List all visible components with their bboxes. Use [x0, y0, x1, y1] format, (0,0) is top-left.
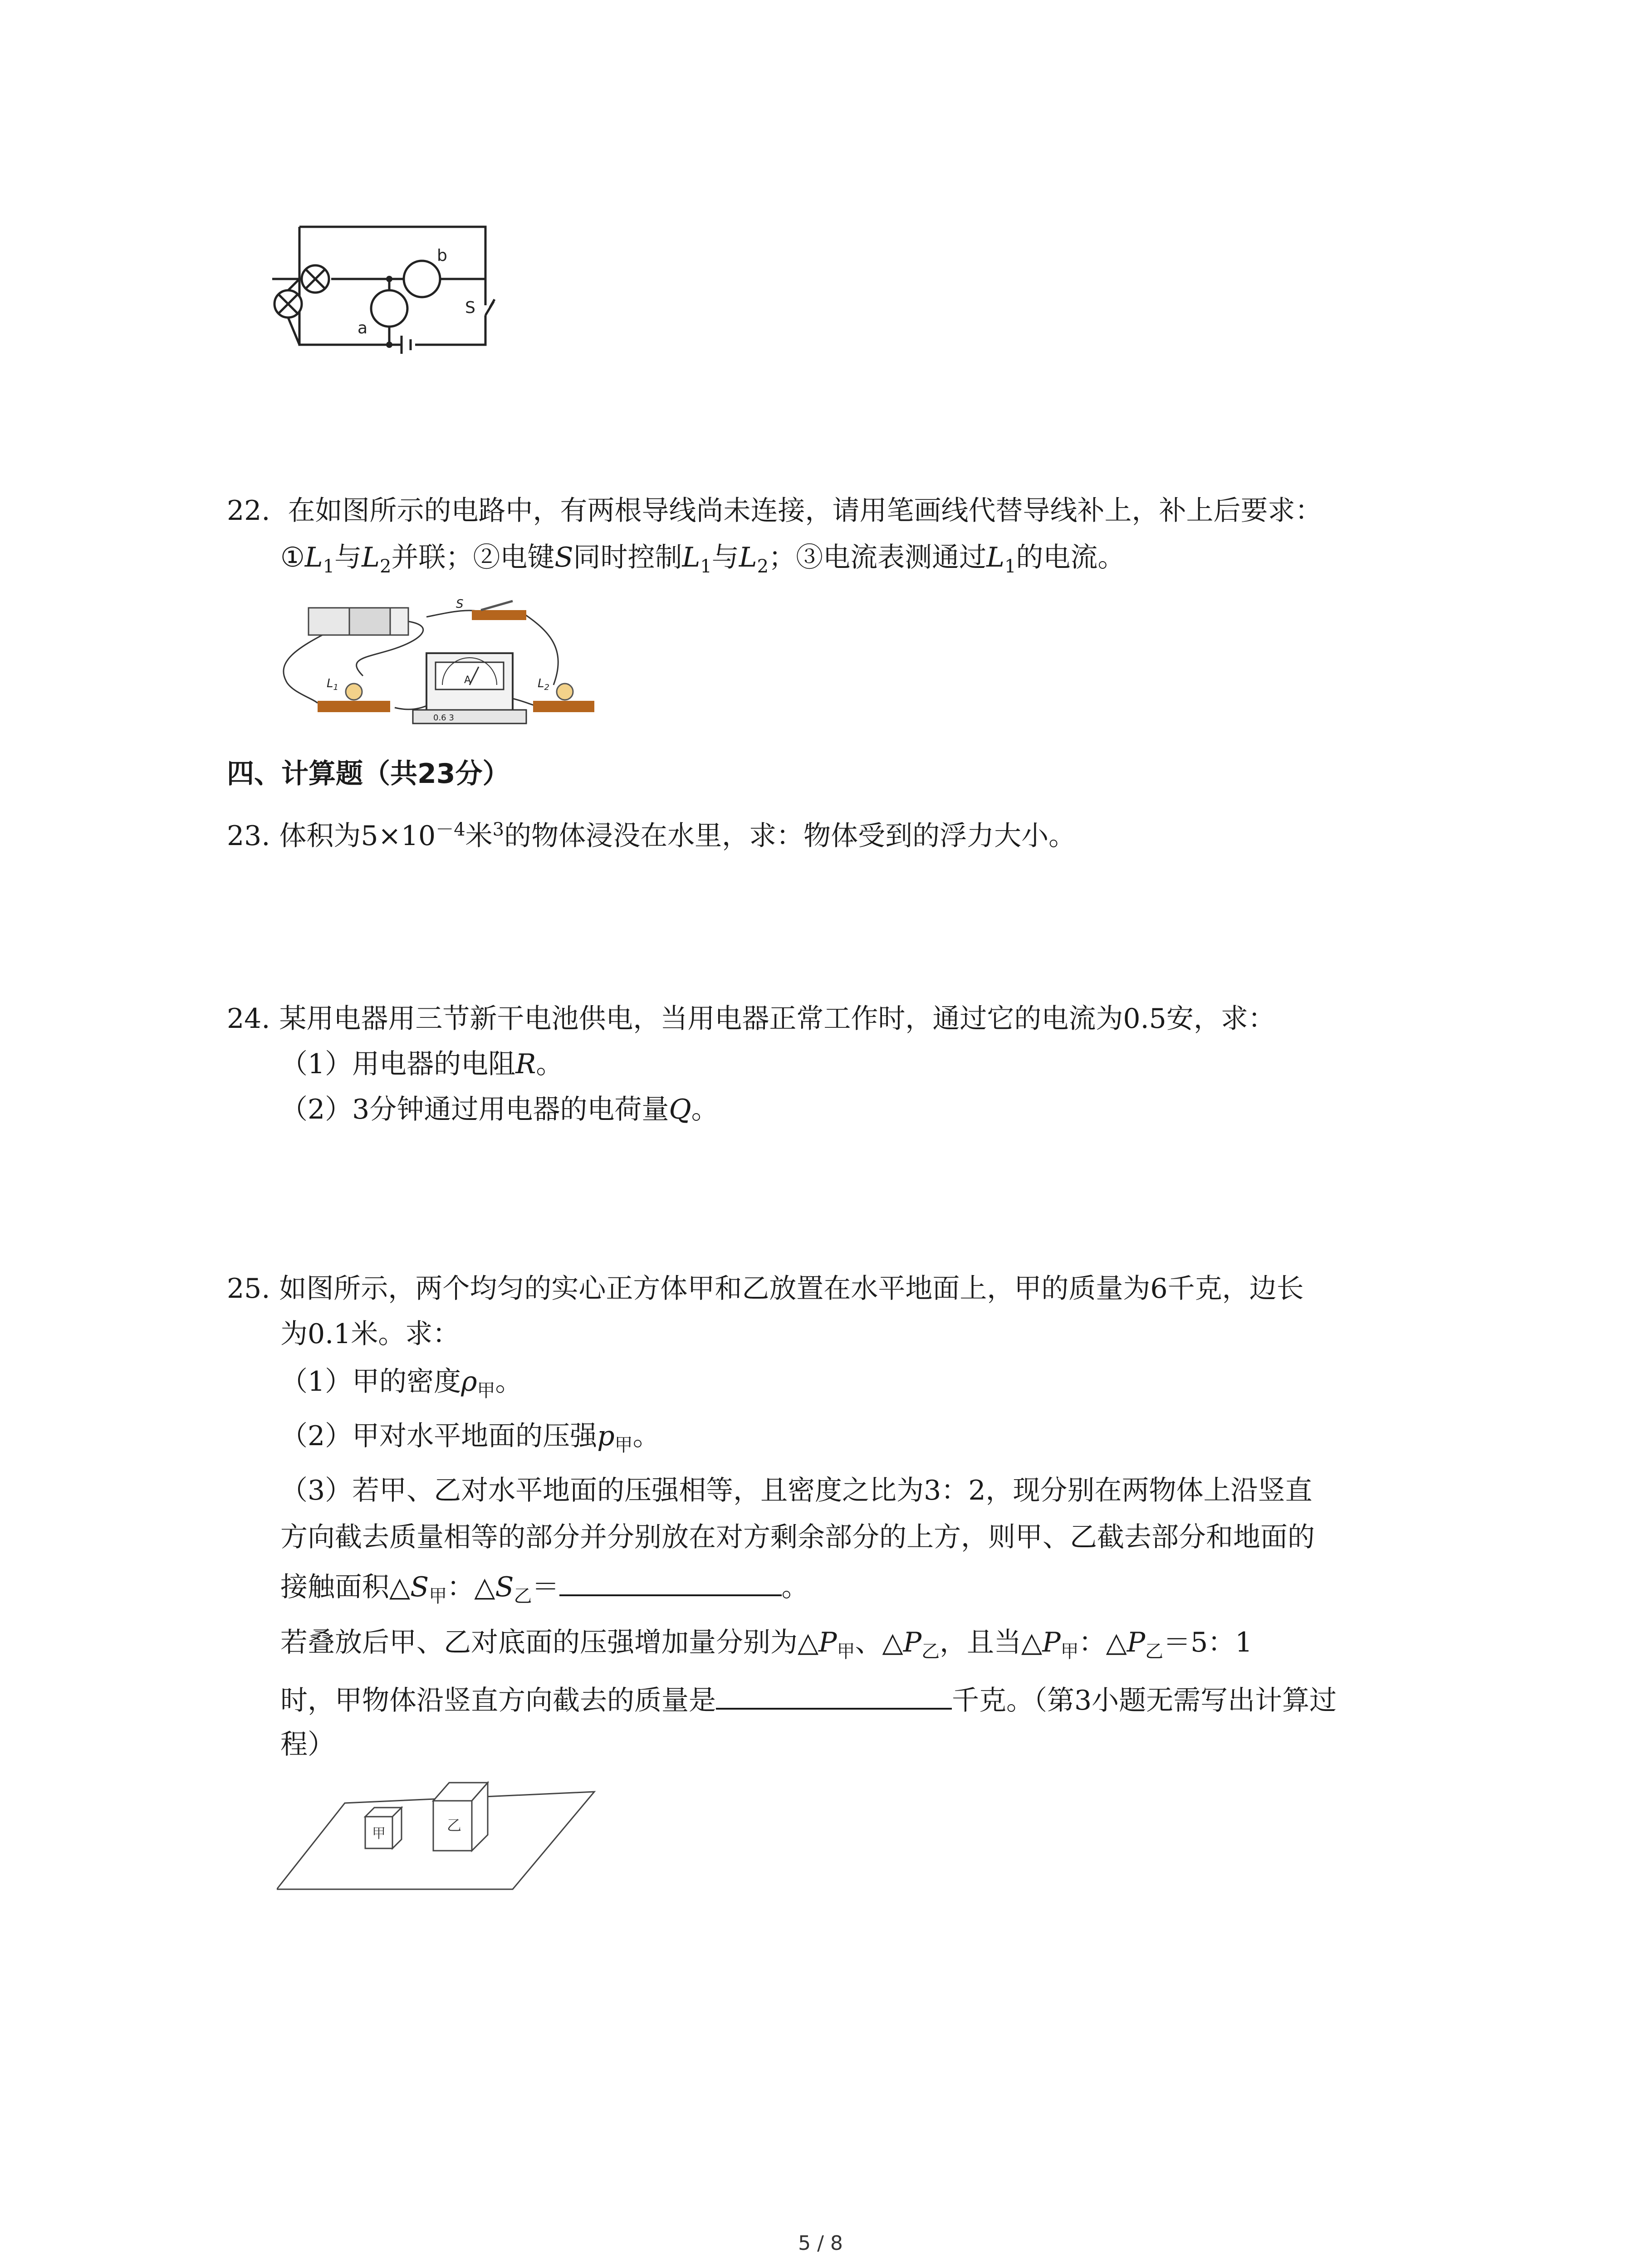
q25-sub3-line3: 接触面积$\triangle S_甲$：$\triangle S_乙=$ 。: [280, 1567, 809, 1606]
section4-heading: 四、计算题（共23分）: [227, 758, 510, 790]
q25-sub3-line1: （3）若甲、乙对水平地面的压强相等，且密度之比为3：2，现分别在两物体上沿竖直: [280, 1475, 1313, 1506]
q24-line1: 24. 某用电器用三节新干电池供电，当用电器正常工作时，通过它的电流为0.5安，求：: [227, 1003, 1275, 1035]
q25-line2: 为0.1米。求：: [280, 1318, 460, 1350]
ammeter-scale: 0.6 3: [433, 713, 454, 723]
page-number: 5 / 8: [798, 2232, 843, 2255]
q24-sub1: （1）用电器的电阻R。: [280, 1048, 563, 1080]
q22-number: 22.: [227, 495, 270, 527]
circuit-diagram: [272, 213, 508, 363]
q25-sub3-line5: 时，甲物体沿竖直方向截去的质量是 千克。（第3小题无需写出计算过: [280, 1681, 1337, 1719]
q22-line1: [227, 492, 1323, 529]
q24-sub2: （2）3分钟通过用电器的电荷量Q。: [280, 1094, 719, 1125]
q23-line: 23. 体积为$5\times 10^{-4}$米$^3$的物体浸没在水里，求：物体受到的浮力大小。: [227, 819, 1076, 852]
apparatus-figure: [277, 594, 594, 739]
answer-blank-2[interactable]: [716, 1681, 952, 1710]
cube-yi-label: 乙: [447, 1817, 462, 1834]
q25-sub3-line6: 程）: [280, 1729, 335, 1760]
meter-a-label: a: [358, 319, 368, 337]
l2-label: L: [538, 677, 544, 690]
q25-sub2: （2）甲对水平地面的压强$p_甲$。: [280, 1420, 660, 1456]
cubes-figure: [277, 1769, 599, 1896]
q25-sub1: （1）甲的密度$\rho_甲$。: [280, 1366, 523, 1401]
meter-b-label: b: [437, 246, 447, 265]
ammeter-label: A: [464, 675, 471, 686]
switch-label: S: [456, 597, 464, 611]
q25-sub3-line4: 若叠放后甲、乙对底面的压强增加量分别为$\triangle P_甲$、$\triangle P_乙$，且当$\triangle P_甲$：$\triangle P_乙=5$：1: [280, 1627, 1253, 1662]
svg-text:L1: $L_1$: [327, 677, 338, 692]
switch-s-label: S: [465, 298, 475, 317]
q25-line1: 25. 如图所示，两个均匀的实心正方体甲和乙放置在水平地面上，甲的质量为6千克，边长: [227, 1273, 1304, 1305]
q25-sub3-line2: 方向截去质量相等的部分并分别放在对方剩余部分的上方，则甲、乙截去部分和地面的: [280, 1521, 1315, 1553]
svg-text:L2: $L_2$: [538, 677, 549, 692]
l1-label: L: [327, 677, 333, 690]
cube-jia-label: 甲: [372, 1826, 386, 1842]
q22-line2: $①L_1$与$L_2$并联；②电键S同时控制$L_1$与$L_2$；③电流表测通过$L_1$的电流。: [280, 542, 1125, 577]
q22-text: 在如图所示的电路中，有两根导线尚未连接，请用笔画线代替导线补上，补上后要求：: [288, 495, 1323, 527]
answer-blank-1[interactable]: [559, 1567, 782, 1596]
